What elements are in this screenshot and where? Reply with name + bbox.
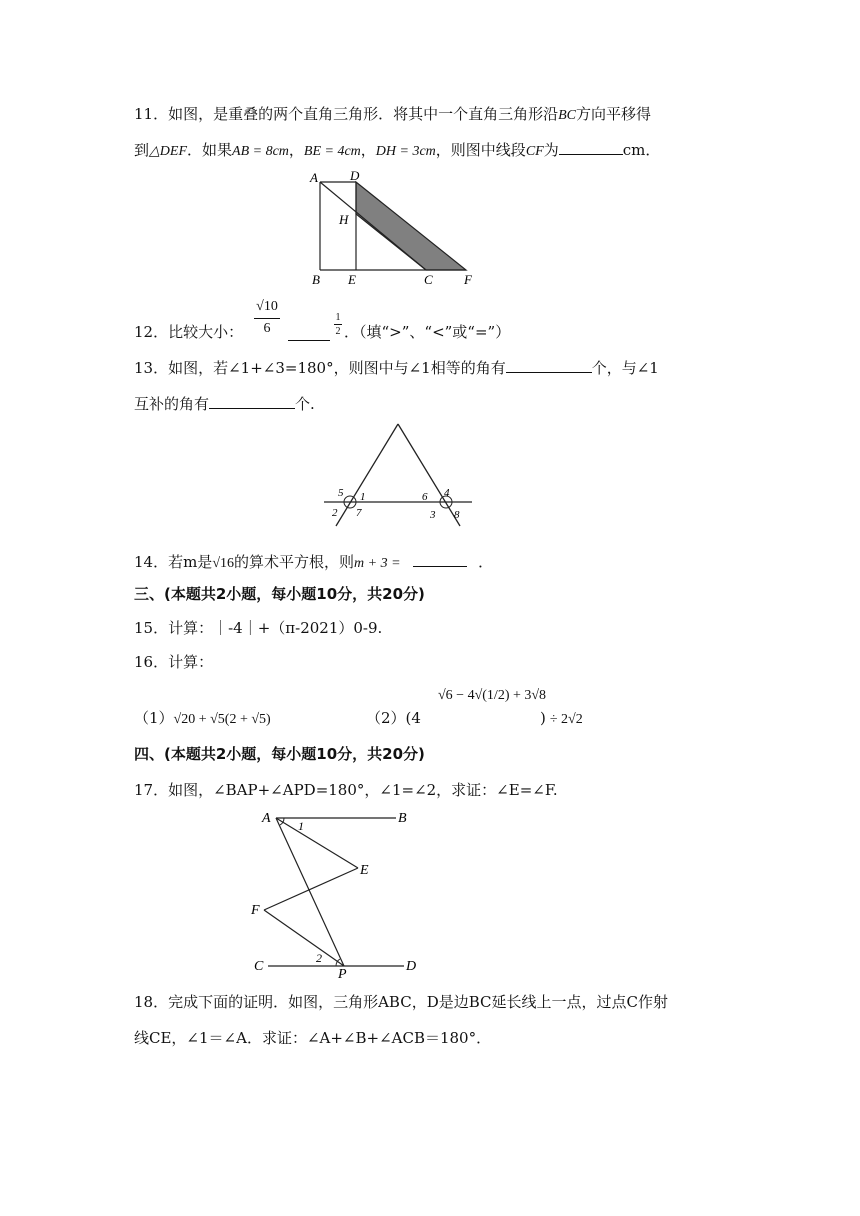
q17-label-d: D [406,959,417,974]
q12-suffix: ．（填“>”、“<”或“=”） [344,323,511,341]
q13-figure [320,420,476,532]
q13-label-5: 5 [338,487,344,499]
q16-title: 16．计算： [134,653,214,671]
q15-line: 15．计算：｜-4｜+（π-2021）0-9. [134,619,383,637]
q17-label-a: A [262,811,271,826]
q18-line2: 线CE，∠1＝∠A．求证：∠A+∠B+∠ACB＝180°． [134,1029,492,1047]
q11-dh: DH = 3cm [375,144,436,159]
q16-part1 [134,708,271,730]
q13-text-2-end: 个. [295,395,315,413]
answer-blank[interactable] [506,358,592,373]
q14-sqrt16: √16 [212,556,234,571]
section-4-heading: 四、(本题共2小题，每小题10分，共20分) [134,745,425,763]
q17-label-2: 2 [316,951,322,965]
q11-be: BE = 4cm [303,144,361,159]
q18-line1: 18．完成下面的证明．如图，三角形ABC，D是边BC延长线上一点，过点C作射 [134,993,668,1011]
q11-text-1-end: 方向平移得 [575,105,651,123]
q11-line1 [134,104,651,126]
q16-p2-close: ) [540,709,546,727]
q12-num: √10 [256,299,278,314]
q12-den: 6 [263,321,271,336]
q13-line1 [134,358,659,378]
q17-label-p: P [338,967,347,980]
q13-label-8: 8 [454,509,460,521]
q11-text-2d: 为 [543,141,559,159]
q17-label-e: E [360,863,369,878]
q13-line2 [134,394,315,414]
q13-label-2: 2 [332,507,338,519]
q11-label-d: D [350,168,360,183]
q12-fraction [254,298,280,337]
fraction-bar [254,318,280,319]
q16-part2-close [540,708,583,730]
q16-p2-top: √6 − 4√(1/2) + 3√8 [438,688,547,703]
q11-text-2b: ．如果 [187,141,233,159]
q12-rhs-num: 1 [335,312,341,323]
q13-label-6: 6 [422,491,428,503]
answer-blank[interactable] [288,326,330,341]
q13-label-4: 4 [444,487,450,499]
q12-rhs-den: 2 [335,326,341,337]
q11-figure [308,168,480,288]
q11-label-a: A [310,170,318,185]
answer-blank[interactable] [209,394,295,409]
q14-suffix: ． [478,553,494,571]
q11-text-2a: 到 [134,141,150,159]
comma: ， [288,141,304,159]
q17-label-c: C [254,959,264,974]
q12-line [134,322,243,342]
q17-label-f: F [251,903,260,918]
q11-line2 [134,140,660,162]
q11-def: △DEF [149,144,187,159]
q13-text-1-end: 个，与∠1 [591,359,659,377]
q11-label-c: C [424,272,433,287]
q11-text-1: 11．如图，是重叠的两个直角三角形．将其中一个直角三角形沿 [134,105,559,123]
q11-label-e: E [348,272,356,287]
q13-text-2: 互补的角有 [134,395,210,413]
q11-ab: AB = 8cm [232,144,289,159]
q14-expr: m + 3 = [354,556,401,571]
q14-prefix: 14．若m是 [134,553,213,571]
q14-line [134,552,493,574]
comma: ， [360,141,376,159]
q17-line: 17．如图，∠BAP+∠APD=180°，∠1=∠2，求证：∠E=∠F. [134,781,558,799]
q13-label-7: 7 [356,507,362,519]
answer-blank[interactable] [413,552,467,567]
q17-label-b: B [398,811,407,826]
q16-p1-label: （1） [134,709,174,727]
section-3-heading: 三、(本题共2小题，每小题10分，共20分) [134,585,425,603]
q11-label-f: F [464,272,472,287]
q11-text-2c: ，则图中线段 [435,141,526,159]
q16-p2-div: ÷ 2√2 [549,712,583,727]
answer-blank[interactable] [559,140,623,155]
q11-cf: CF [525,144,544,159]
q13-label-3: 3 [430,509,436,521]
q11-bc: BC [558,108,576,123]
q11-unit: cm． [622,141,661,159]
q12-rhs-fraction [334,312,342,337]
q16-p1-expr: √20 + √5(2 + √5) [173,712,271,727]
fraction-bar [334,324,342,325]
q11-label-h: H [339,212,349,227]
q14-mid: 的算术平方根，则 [234,553,355,571]
q16-part2 [366,708,421,728]
q13-label-1: 1 [360,491,366,503]
q17-figure [248,806,424,980]
q11-label-b: B [312,272,320,287]
q12-prefix: 12．比较大小： [134,323,244,341]
q13-text-1: 13．如图，若∠1+∠3=180°，则图中与∠1相等的角有 [134,359,506,377]
q17-label-1: 1 [298,819,304,833]
q16-p2-label: （2）(4 [366,709,421,727]
